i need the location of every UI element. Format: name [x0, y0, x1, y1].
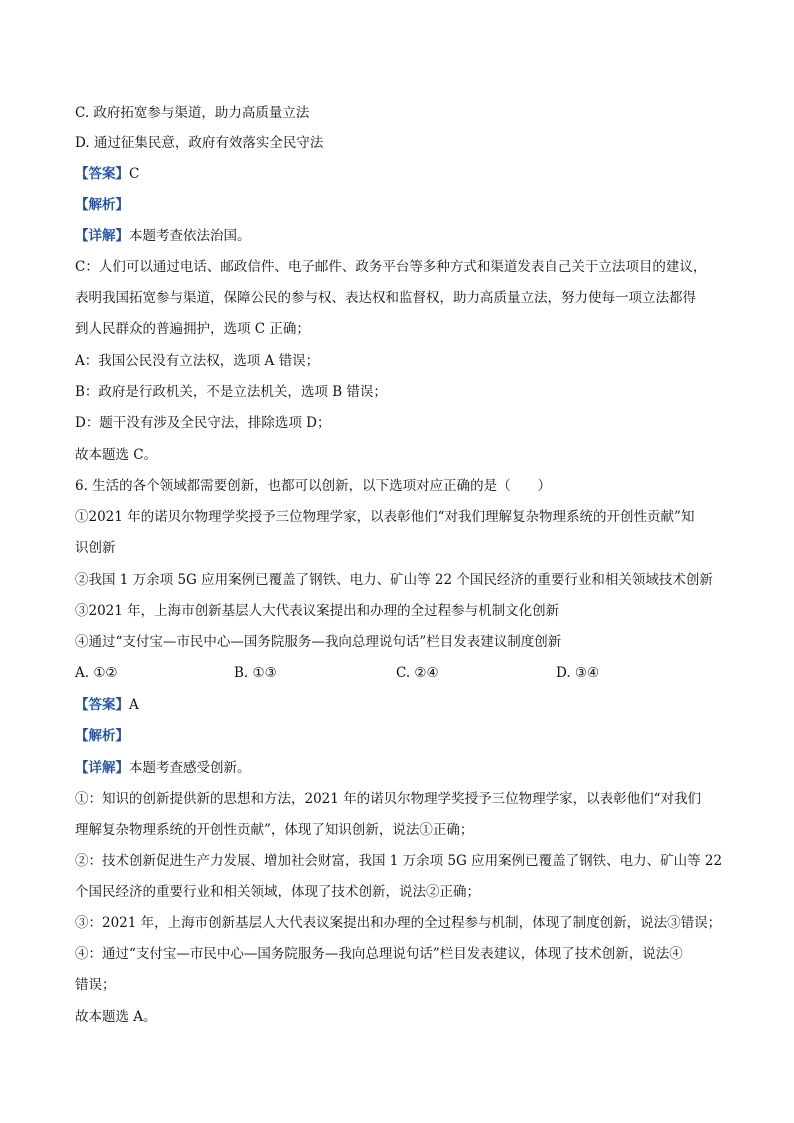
q6-analysis-label: 【解析】: [75, 728, 129, 744]
q6-exp-4a: ④：通过“支付宝—市民中心—国务院服务—我向总理说句话”栏目发表建议，体现了技术创新，说法④: [75, 946, 683, 962]
option-c: C. 政府拓宽参与渠道，助力高质量立法: [75, 105, 310, 121]
option-d: D. 通过征集民意，政府有效落实全民守法: [75, 135, 324, 151]
q6-detail-intro: 本题考查感受创新。: [129, 760, 251, 776]
explain-a: A：我国公民没有立法权，选项 A 错误；: [75, 353, 320, 369]
q6-item-2: ②我国 1 万余项 5G 应用案例已覆盖了钢铁、电力、矿山等 22 个国民经济的重要行业和相关领域技术创新: [75, 572, 713, 588]
q6-detail-label: 【详解】: [75, 760, 129, 776]
explain-c-3: 到人民群众的普遍拥护，选项 C 正确；: [75, 321, 310, 337]
q6-answer-line: [75, 696, 139, 714]
q6-option-d: D. ③④: [556, 665, 600, 681]
answer-value: C: [129, 166, 140, 182]
detail-label: 【详解】: [75, 228, 129, 244]
conclusion: 故本题选 C。: [75, 447, 158, 463]
explain-d: D：题干没有涉及全民守法，排除选项 D；: [75, 415, 331, 431]
answer-label: 【答案】: [75, 166, 129, 182]
detail-line: [75, 227, 251, 245]
explain-c-2: 表明我国拓宽参与渠道，保障公民的参与权、表达权和监督权，助力高质量立法，努力使每一项立法都得: [75, 290, 696, 306]
q6-answer-label: 【答案】: [75, 697, 129, 713]
q6-item-1b: 识创新: [75, 540, 116, 556]
q6-option-c: C. ②④: [396, 665, 439, 681]
explain-c-1: C：人们可以通过电话、邮政信件、电子邮件、政务平台等多种方式和渠道发表自己关于立法项目的建议，: [75, 259, 707, 275]
analysis-label: 【解析】: [75, 197, 129, 213]
q6-item-4: ④通过“支付宝—市民中心—国务院服务—我向总理说句话”栏目发表建议制度创新: [75, 634, 562, 650]
q6-exp-2a: ②：技术创新促进生产力发展、增加社会财富，我国 1 万余项 5G 应用案例已覆盖了钢铁、电力、矿山等 22: [75, 853, 723, 869]
q6-exp-3: ③：2021 年，上海市创新基层人大代表议案提出和办理的全过程参与机制，体现了制度创新，说法③错误；: [75, 915, 722, 931]
q6-item-3: ③2021 年，上海市创新基层人大代表议案提出和办理的全过程参与机制文化创新: [75, 603, 560, 619]
q6-exp-4b: 错误；: [75, 977, 116, 993]
q6-option-b: B. ①③: [234, 665, 277, 681]
q6-exp-1a: ①：知识的创新提供新的思想和方法，2021 年的诺贝尔物理学奖授予三位物理学家，以表彰他们“对我们: [75, 791, 702, 807]
answer-line: [75, 165, 139, 183]
q6-item-1a: ①2021 年的诺贝尔物理学奖授予三位物理学家，以表彰他们“对我们理解复杂物理系统的开创性贡献”知: [75, 509, 695, 525]
detail-intro: 本题考查依法治国。: [129, 228, 251, 244]
q6-conclusion: 故本题选 A。: [75, 1009, 157, 1025]
question-6-stem: 6. 生活的各个领域都需要创新，也都可以创新，以下选项对应正确的是（ ）: [75, 478, 552, 494]
q6-detail-line: [75, 759, 251, 777]
q6-exp-2b: 个国民经济的重要行业和相关领域，体现了技术创新，说法②正确；: [75, 884, 480, 900]
q6-exp-1b: 理解复杂物理系统的开创性贡献”，体现了知识创新，说法①正确；: [75, 822, 474, 838]
q6-option-a: A. ①②: [75, 665, 118, 681]
explain-b: B：政府是行政机关，不是立法机关，选项 B 错误；: [75, 384, 387, 400]
q6-answer-value: A: [129, 697, 139, 713]
